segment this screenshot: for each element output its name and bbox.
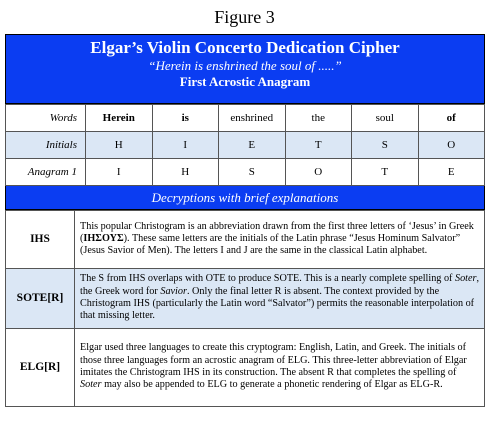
explanation-elg: Elgar used three languages to create this cryptogram: English, Latin, and Greek. The initials of those three languages form an acrostic anagram of ELG. This three-letter abbreviation of Elgar imitates the Christogram IHS in its construction. The absent R that completes the spelling of Soter may also be appended to ELG to generate a phonetic rendering of Elgar as ELG-R. — [75, 329, 485, 407]
table-title: Elgar’s Violin Concerto Dedication Cipher — [90, 38, 400, 57]
explanation-soter: The S from IHS overlaps with OTE to produce SOTE. This is a nearly complete spelling of Soter, the Greek word for Savior. Only the final letter R is absent. The context provided by the Christogram IHS (particularly the Latin word “Salvator”) permits the reasonable interpolation of that missing letter. — [75, 269, 485, 329]
explanation-ihs: This popular Christogram is an abbreviation drawn from the first three letters of ‘Jesus’ in Greek (ΙΗΣΟΥΣ). These same letters are the initials of the Latin phrase “Jesus Hominum Salvator” (Jesus Savior of Men). The letters I and J are the same in the classical Latin alphabet. — [75, 211, 485, 269]
anagram-cell: O — [285, 159, 352, 186]
initial-cell: E — [219, 132, 286, 159]
word-cell: Herein — [86, 105, 153, 132]
explanations-table — [5, 210, 485, 407]
initials-row — [6, 132, 485, 159]
term-ihs: IHS — [6, 211, 75, 269]
explanation-row-ihs — [6, 211, 485, 269]
initial-cell: O — [418, 132, 485, 159]
acrostic-grid — [5, 104, 485, 186]
word-cell: soul — [352, 105, 419, 132]
word-cell: of — [418, 105, 485, 132]
anagram-row — [6, 159, 485, 186]
anagram-cell: T — [352, 159, 419, 186]
section-heading: Decryptions with brief explanations — [5, 186, 485, 210]
row-label-anagram: Anagram 1 — [6, 159, 86, 186]
figure-label: Figure 3 — [214, 7, 275, 27]
initial-cell: H — [86, 132, 153, 159]
anagram-cell: E — [418, 159, 485, 186]
table-subtitle-2: First Acrostic Anagram — [179, 74, 311, 89]
explanation-row-elg — [6, 329, 485, 407]
row-label-words: Words — [6, 105, 86, 132]
row-label-initials: Initials — [6, 132, 86, 159]
anagram-cell: I — [86, 159, 153, 186]
initial-cell: T — [285, 132, 352, 159]
words-row — [6, 105, 485, 132]
cipher-table — [5, 34, 485, 407]
initial-cell: S — [352, 132, 419, 159]
word-cell: the — [285, 105, 352, 132]
anagram-cell: H — [152, 159, 219, 186]
word-cell: is — [152, 105, 219, 132]
word-cell: enshrined — [219, 105, 286, 132]
table-header — [5, 34, 485, 104]
initial-cell: I — [152, 132, 219, 159]
anagram-cell: S — [219, 159, 286, 186]
greek-word: ΙΗΣΟΥΣ — [83, 232, 124, 244]
table-subtitle: “Herein is enshrined the soul of .....” — [148, 58, 342, 73]
explanation-row-soter — [6, 269, 485, 329]
term-elg: ELG[R] — [6, 329, 75, 407]
term-soter: SOTE[R] — [6, 269, 75, 329]
